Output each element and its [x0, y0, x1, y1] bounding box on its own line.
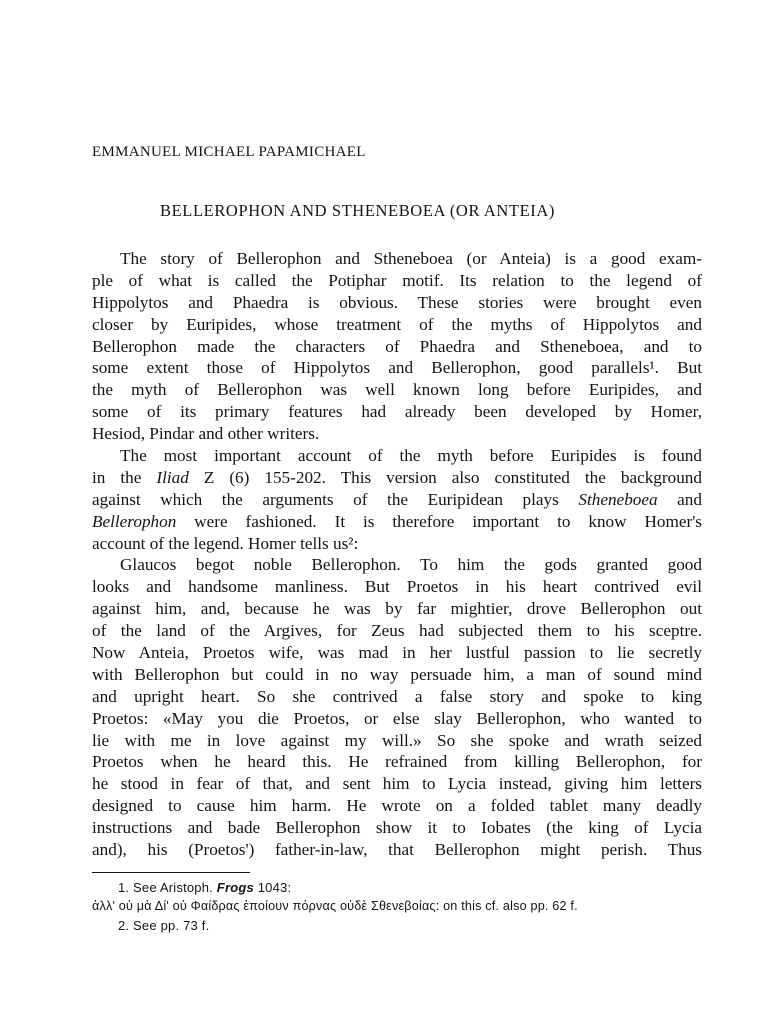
footnote-2: 2. See pp. 73 f.	[118, 918, 210, 933]
body-line: instructions and bade Bellerophon show it to Iobates (the king of Lycia	[92, 818, 702, 838]
body-text	[92, 248, 702, 861]
body-line: Glaucos begot noble Bellerophon. To him the gods granted good	[120, 555, 702, 575]
body-line: the myth of Bellerophon was well known long before Euripides, and	[92, 380, 702, 400]
footnote-divider	[92, 872, 250, 873]
body-line: lie with me in love against my will.» So she spoke and wrath seized	[92, 730, 702, 750]
body-line: The story of Bellerophon and Stheneboea (or Anteia) is a good exam-	[120, 249, 702, 268]
body-line: some extent those of Hippolytos and Bellerophon, good parallels¹. But	[92, 358, 702, 378]
body-line: and), his (Proetos') father-in-law, that Bellerophon might perish. Thus	[92, 840, 702, 860]
author-name: EMMANUEL MICHAEL PAPAMICHAEL	[92, 144, 366, 160]
footnote-1: 1. See Aristoph. Frogs 1043:	[118, 880, 292, 895]
body-line: against which the arguments of the Euripidean plays Stheneboea and	[92, 489, 702, 509]
italic-work-title: Iliad	[156, 467, 189, 487]
footnotes	[92, 878, 704, 935]
body-line: The most important account of the myth before Euripides is found	[120, 446, 702, 466]
body-line: some of its primary features had already been developed by Homer,	[92, 402, 702, 422]
italic-work-title: Bellerophon	[92, 511, 177, 531]
body-line: he stood in fear of that, and sent him to Lycia instead, giving him letters	[92, 774, 702, 794]
body-line: and upright heart. So she contrived a false story and spoke to king	[92, 686, 702, 706]
body-line: Bellerophon were fashioned. It is therefore important to know Homer's	[92, 511, 702, 531]
body-line: looks and handsome manliness. But Proetos in his heart contrived evil	[92, 577, 702, 597]
body-line: Proetos when he heard this. He refrained from killing Bellerophon, for	[92, 752, 702, 772]
body-line: Bellerophon made the characters of Phaedra and Stheneboea, and to	[92, 336, 702, 356]
body-line: account of the legend. Homer tells us²:	[92, 533, 359, 553]
article-title: BELLEROPHON AND STHENEBOEA (OR ANTEIA)	[160, 201, 555, 220]
body-line: against him, and, because he was by far mightier, drove Bellerophon out	[92, 599, 702, 619]
body-line: designed to cause him harm. He wrote on a folded tablet many deadly	[92, 796, 702, 816]
italic-work-title: Stheneboea	[578, 489, 658, 509]
body-line: Hesiod, Pindar and other writers.	[92, 424, 320, 444]
body-line: with Bellerophon but could in no way persuade him, a man of sound mind	[92, 664, 702, 684]
body-line: closer by Euripides, whose treatment of the myths of Hippolytos and	[92, 314, 702, 334]
footnote-work-title: Frogs	[216, 880, 254, 895]
body-line: Proetos: «May you die Proetos, or else slay Bellerophon, who wanted to	[92, 708, 702, 728]
body-line: Hippolytos and Phaedra is obvious. These stories were brought even	[92, 292, 702, 312]
body-line: of the land of the Argives, for Zeus had subjected them to his sceptre.	[92, 621, 702, 641]
body-line: Now Anteia, Proetos wife, was mad in her lustful passion to lie secretly	[92, 643, 702, 663]
body-line: in the Iliad Z (6) 155-202. This version also constituted the background	[92, 467, 702, 487]
footnote-1-quotation: ἀλλ' οὐ μὰ Δί' οὐ Φαίδρας ἐποίουν πόρνας οὐδὲ Σθενεβοίας: on this cf. also pp. 62 f.	[92, 899, 578, 913]
body-line: ple of what is called the Potiphar motif. Its relation to the legend of	[92, 270, 702, 290]
